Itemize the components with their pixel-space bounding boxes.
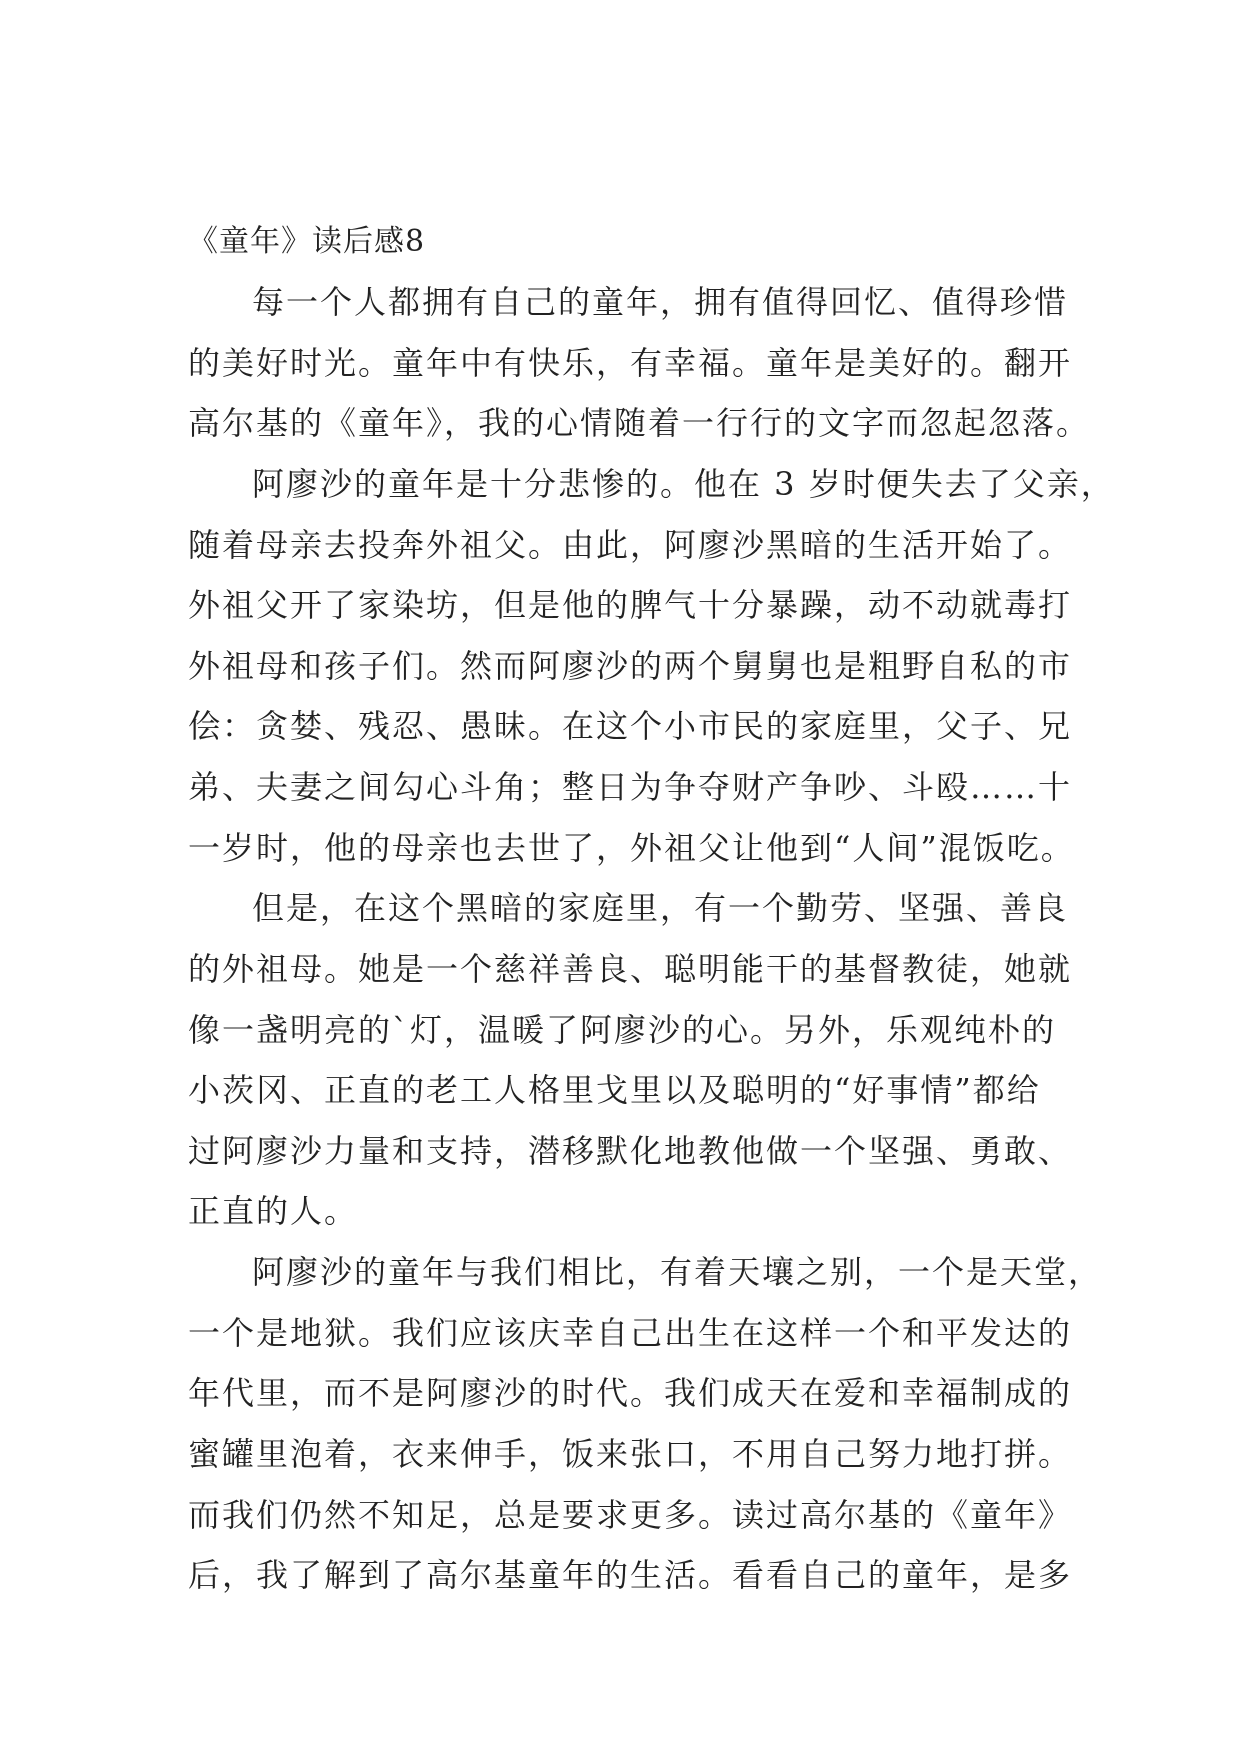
paragraph-2-line-6: 弟、夫妻之间勾心斗角；整日为争夺财产争吵、斗殴……十 xyxy=(188,768,1073,806)
paragraph-4-line-1: 阿廖沙的童年与我们相比，有着天壤之别，一个是天堂， xyxy=(252,1253,1103,1291)
paragraph-4-line-2: 一个是地狱。我们应该庆幸自己出生在这样一个和平发达的 xyxy=(188,1314,1073,1352)
paragraph-3-line-5: 过阿廖沙力量和支持，潜移默化地教他做一个坚强、勇敢、 xyxy=(188,1132,1073,1170)
paragraph-4-line-3: 年代里，而不是阿廖沙的时代。我们成天在爱和幸福制成的 xyxy=(188,1374,1073,1412)
paragraph-1-line-1: 每一个人都拥有自己的童年，拥有值得回忆、值得珍惜 xyxy=(252,283,1069,321)
document-title: 《童年》读后感8 xyxy=(188,224,426,259)
paragraph-2-line-5: 侩：贪婪、残忍、愚昧。在这个小市民的家庭里，父子、兄 xyxy=(188,707,1073,745)
paragraph-3-line-2: 的外祖母。她是一个慈祥善良、聪明能干的基督教徒，她就 xyxy=(188,950,1073,988)
paragraph-1-line-2: 的美好时光。童年中有快乐，有幸福。童年是美好的。翻开 xyxy=(188,344,1073,382)
paragraph-3-line-3: 像一盏明亮的`灯，温暖了阿廖沙的心。另外，乐观纯朴的 xyxy=(188,1011,1057,1049)
paragraph-4-line-4: 蜜罐里泡着，衣来伸手，饭来张口，不用自己努力地打拼。 xyxy=(188,1435,1073,1473)
paragraph-3-line-4: 小茨冈、正直的老工人格里戈里以及聪明的“好事情”都给 xyxy=(188,1071,1041,1109)
paragraph-2-line-7: 一岁时，他的母亲也去世了，外祖父让他到“人间”混饭吃。 xyxy=(188,829,1075,867)
paragraph-2-line-3: 外祖父开了家染坊，但是他的脾气十分暴躁，动不动就毒打 xyxy=(188,586,1073,624)
paragraph-3-line-6: 正直的人。 xyxy=(188,1192,359,1230)
paragraph-4-line-5: 而我们仍然不知足，总是要求更多。读过高尔基的《童年》 xyxy=(188,1496,1073,1534)
paragraph-2-line-4: 外祖母和孩子们。然而阿廖沙的两个舅舅也是粗野自私的市 xyxy=(188,647,1073,685)
paragraph-1-line-3: 高尔基的《童年》，我的心情随着一行行的文字而忽起忽落。 xyxy=(188,404,1091,442)
paragraph-2-line-1: 阿廖沙的童年是十分悲惨的。他在 3 岁时便失去了父亲， xyxy=(252,465,1115,503)
paragraph-4-line-6: 后，我了解到了高尔基童年的生活。看看自己的童年，是多 xyxy=(188,1556,1073,1594)
paragraph-3-line-1: 但是，在这个黑暗的家庭里，有一个勤劳、坚强、善良 xyxy=(252,889,1069,927)
paragraph-2-line-2: 随着母亲去投奔外祖父。由此，阿廖沙黑暗的生活开始了。 xyxy=(188,526,1073,564)
